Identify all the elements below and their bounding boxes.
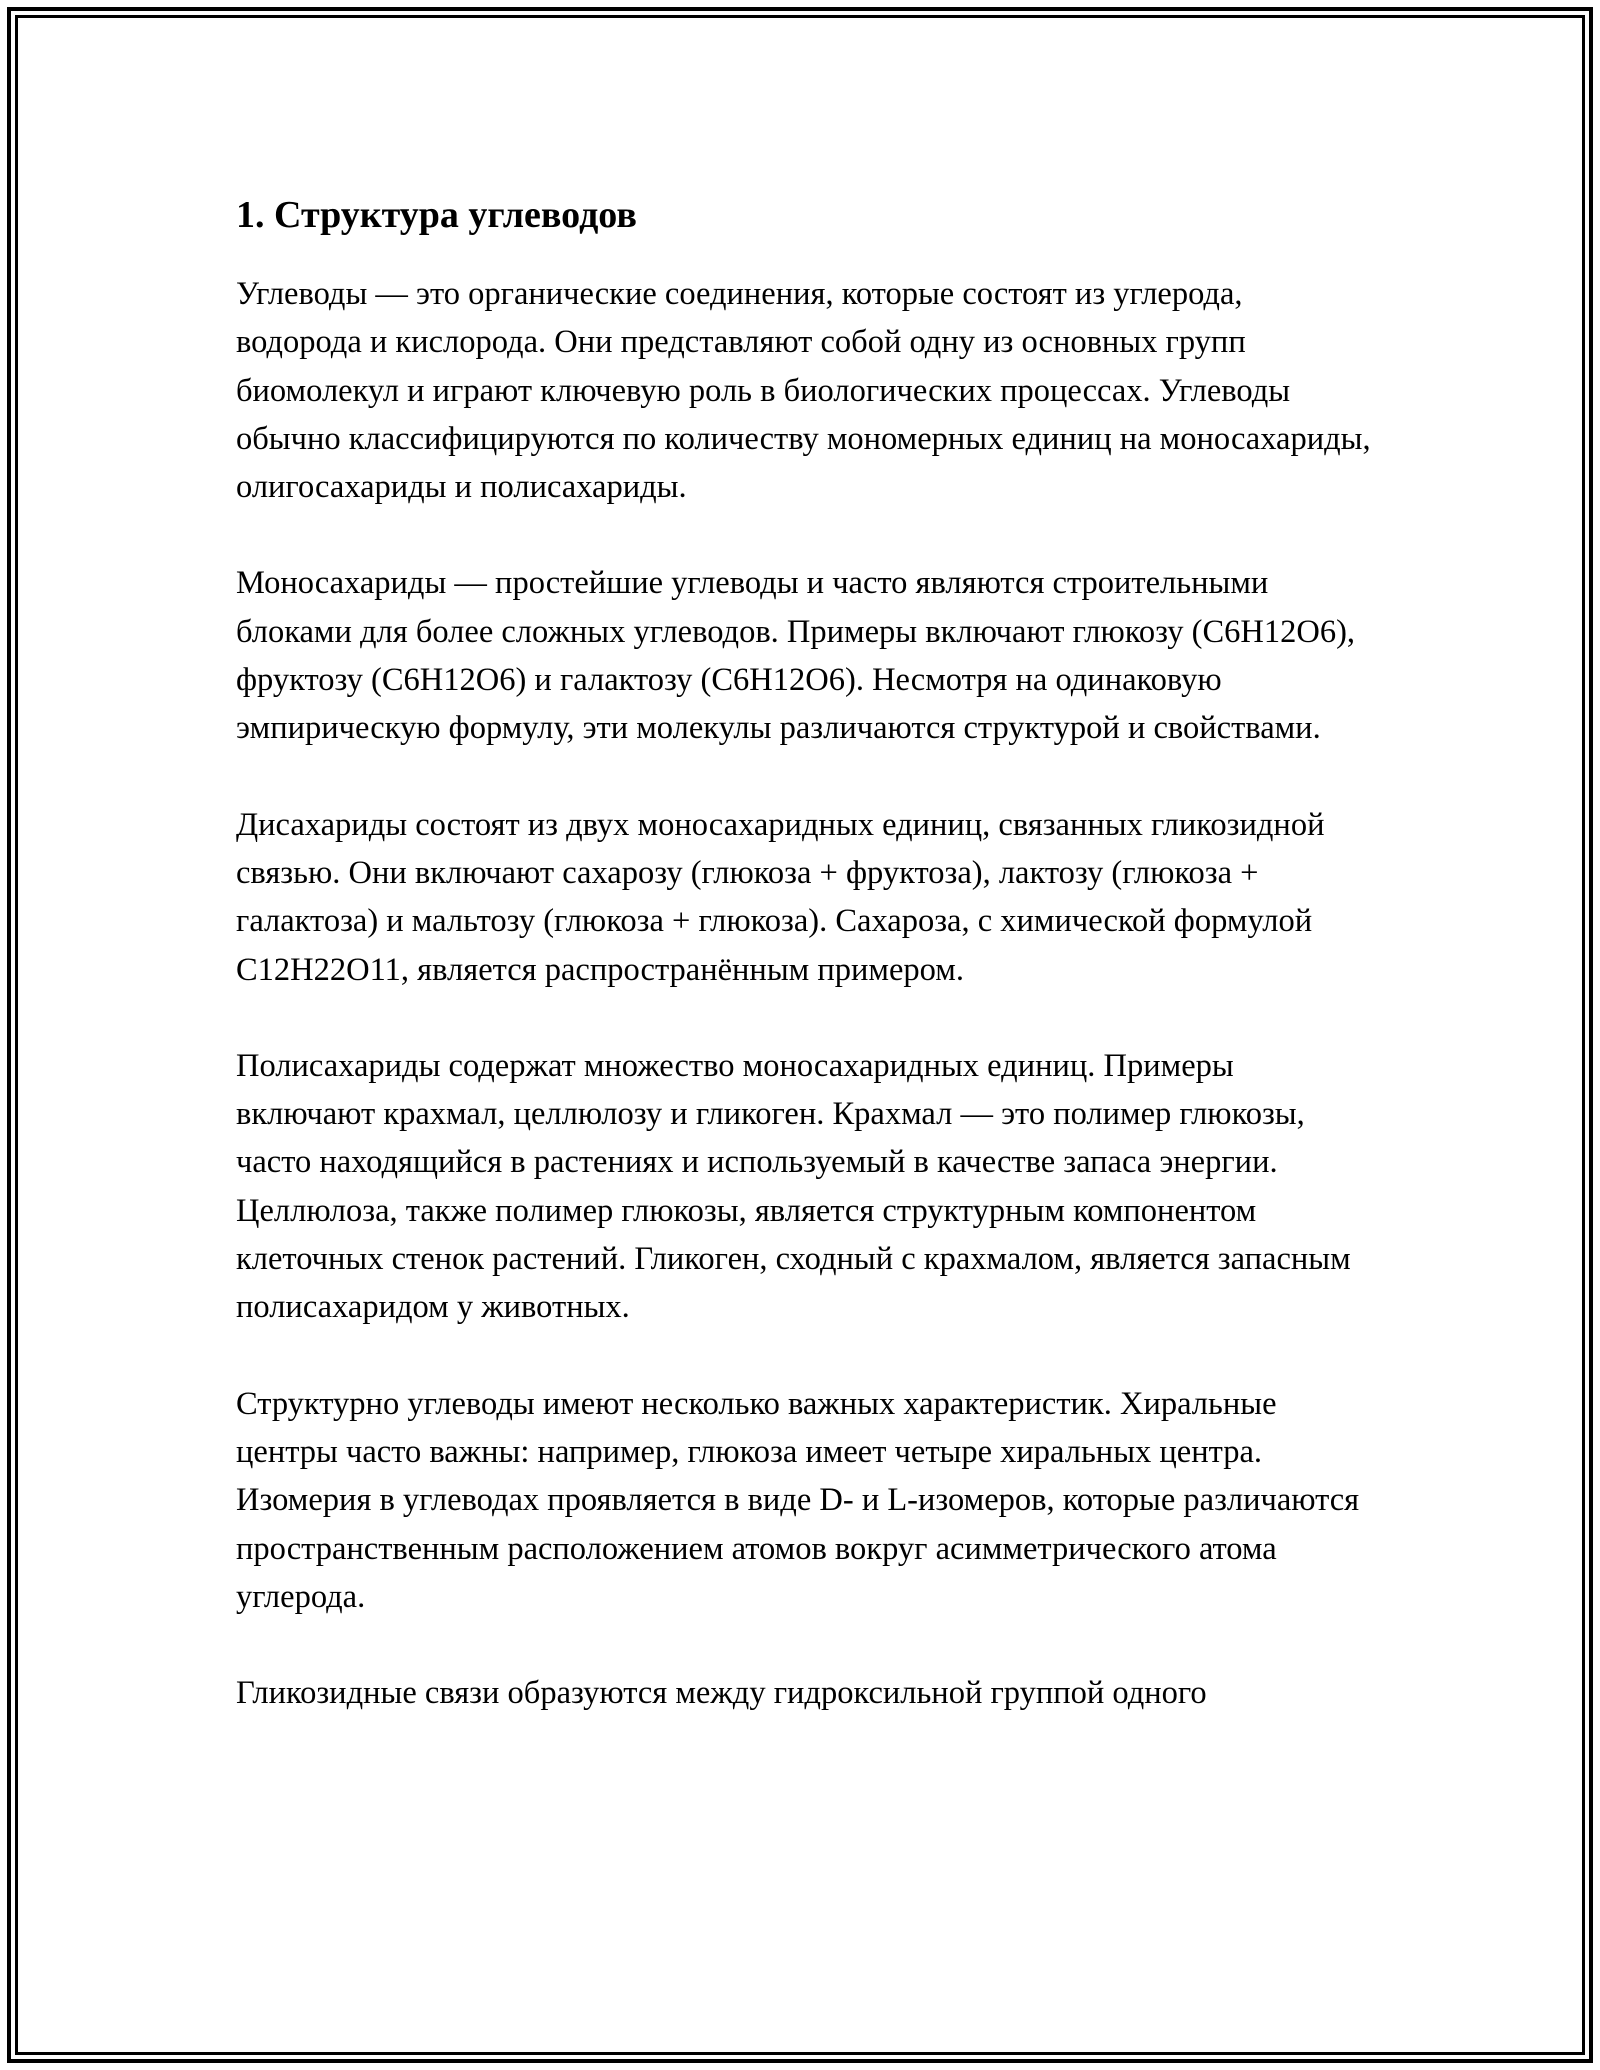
paragraph-structural-features: Структурно углеводы имеют несколько важных характеристик. Хиральные центры часто важны: например, глюкоза имеет четыре хиральных центра. Изомерия в углеводах проявляется в виде D- и L-изомеров, которые различаются пространственным расположением атомов вокруг асимметрического атома углерода. [236, 1385, 1360, 1615]
paragraph-glycosidic-bonds: Гликозидные связи образуются между гидроксильной группой одного [236, 1675, 1207, 1712]
section-heading: 1. Структура углеводов [236, 194, 637, 236]
paragraph-disaccharides: Дисахариды состоят из двух моносахаридных единиц, связанных гликозидной связью. Они включают сахарозу (глюкоза + фруктоза), лактозу (глюкоза + галактоза) и мальтозу (глюкоза + глюкоза). Сахароза, с химической формулой C12H22O11, является распространённым примером. [236, 806, 1325, 988]
document-body [236, 190, 1376, 1765]
paragraph-polysaccharides: Полисахариды содержат множество моносахаридных единиц. Примеры включают крахмал, целлюлозу и гликоген. Крахмал — это полимер глюкозы, часто находящийся в растениях и используемый в качестве запаса энергии. Целлюлоза, также полимер глюкозы, является структурным компонентом клеточных стенок растений. Гликоген, сходный с крахмалом, является запасным полисахаридом у животных. [236, 1047, 1351, 1326]
paragraph-carbohydrates-intro: Углеводы — это органические соединения, которые состоят из углерода, водорода и кислорода. Они представляют собой одну из основных групп биомолекул и играют ключевую роль в биологических процессах. Углеводы обычно классифицируются по количеству мономерных единиц на моносахариды, олигосахариды и полисахариды. [236, 276, 1371, 506]
paragraph-monosaccharides: Моносахариды — простейшие углеводы и часто являются строительными блоками для более сложных углеводов. Примеры включают глюкозу (C6H12O6), фруктозу (C6H12O6) и галактозу (C6H12O6). Несмотря на одинаковую эмпирическую формулу, эти молекулы различаются структурой и свойствами. [236, 565, 1356, 747]
